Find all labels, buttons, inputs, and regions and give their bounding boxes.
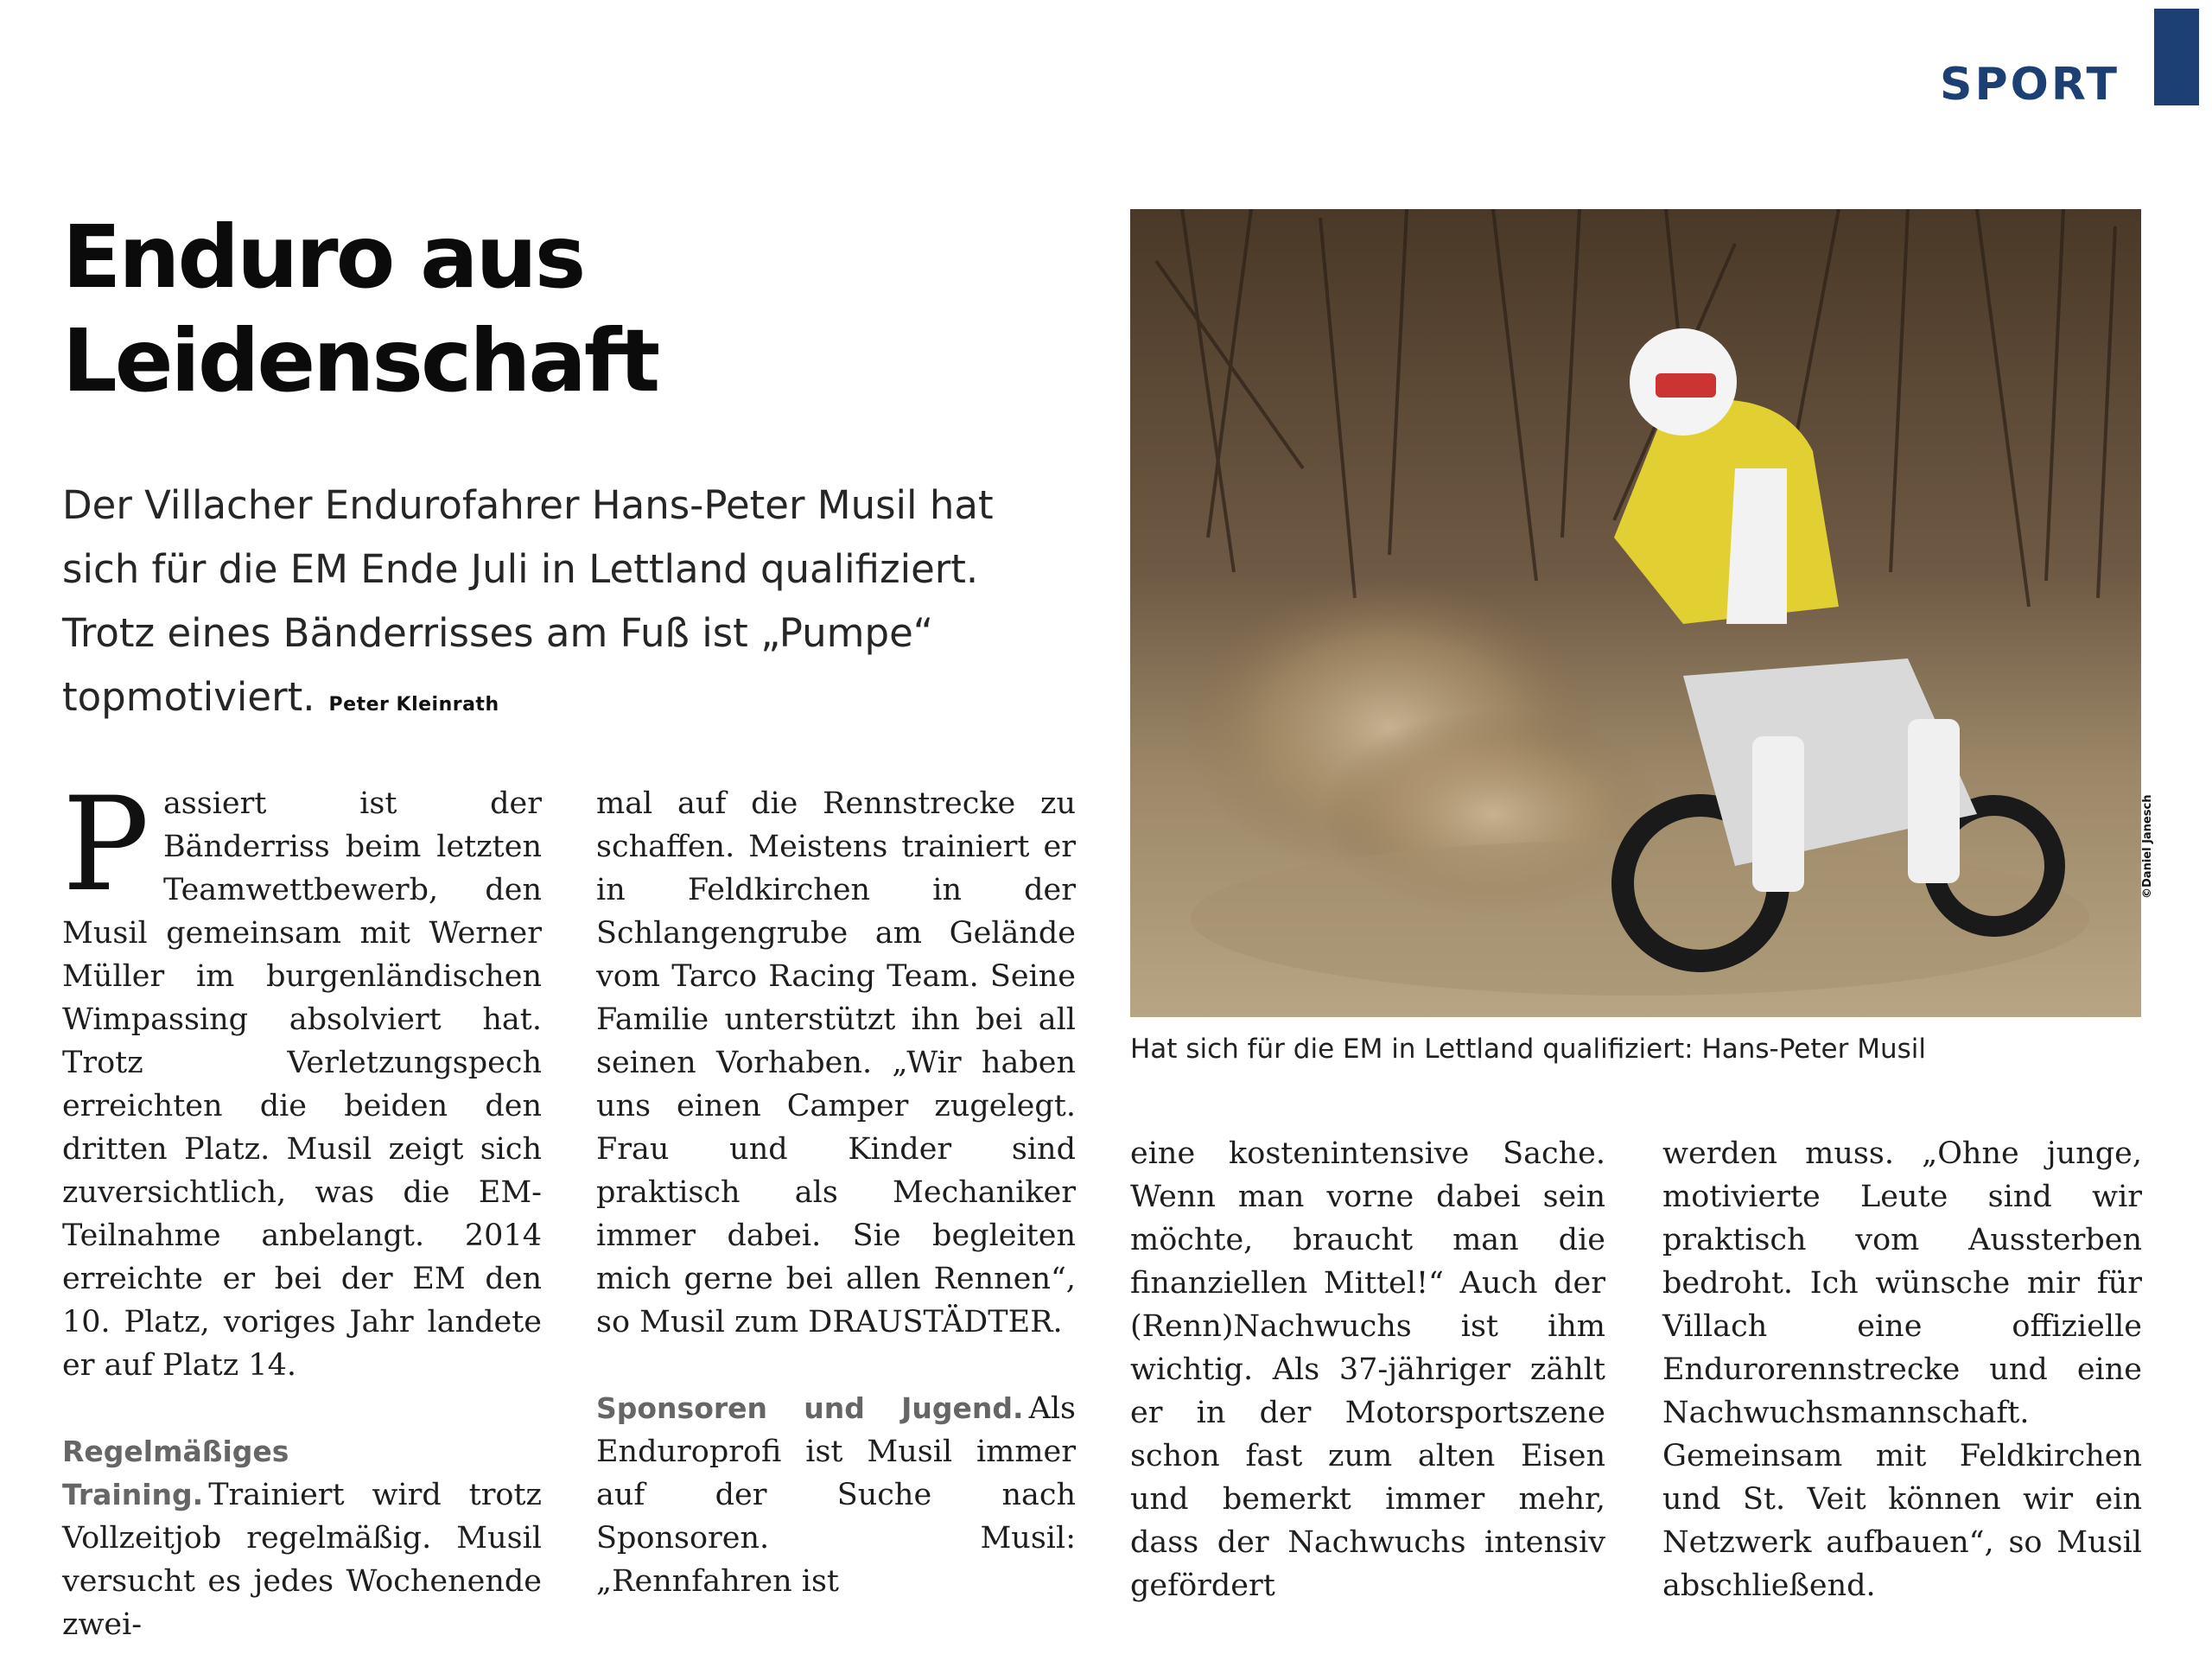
enduro-rider-photo <box>1130 209 2141 1017</box>
paragraph <box>596 782 1076 1344</box>
paragraph <box>62 1430 542 1646</box>
article-column-2 <box>596 782 1076 1603</box>
section-label: SPORT <box>1940 59 2120 111</box>
lead-paragraph <box>62 474 1056 737</box>
photo-illustration <box>1130 209 2141 1017</box>
subheading: Sponsoren und Jugend. <box>596 1391 1024 1425</box>
paragraph-text: Trainiert wird trotz Vollzeitjob regelmäßig. Musil versucht es jedes Wochenende zwei- <box>62 1478 542 1642</box>
photo-credit: ©Daniel Janesch <box>2141 794 2154 899</box>
paragraph-text: werden muss. „Ohne junge, motivierte Leute sind wir praktisch vom Aussterben bedroht. Ich wünsche mir für Villach eine offizielle Endurorennstrecke und eine Nachwuchsmannschaft. Gemeinsam mit Feldkirchen und St. Veit können wir ein Netzwerk aufbauen“, so Musil abschließend. <box>1662 1136 2142 1603</box>
paragraph <box>62 770 542 1387</box>
article-column-4 <box>1662 1132 2142 1607</box>
paragraph <box>1662 1132 2142 1607</box>
paragraph-text: eine kostenintensive Sache. Wenn man vorne dabei sein möchte, braucht man die finanziellen Mittel!“ Auch der (Renn)Nachwuchs ist ihm wichtig. Als 37-jähriger zählt er in der Motorsportszene schon fast zum alten Eisen und bemerkt immer mehr, dass der Nachwuchs intensiv gefördert <box>1130 1136 1605 1603</box>
lead-text: Der Villacher Endurofahrer Hans-Peter Musil hat sich für die EM Ende Juli in Lettland qualifiziert. Trotz eines Bänderrisses am Fuß ist „Pumpe“ topmotiviert. <box>62 482 994 720</box>
article-column-1 <box>62 770 542 1646</box>
paragraph <box>596 1387 1076 1603</box>
paragraph-text: assiert ist der Bänderriss beim letzten Teamwettbewerb, den Musil gemeinsam mit Werner Müller im burgenländischen Wimpassing absolviert hat. Trotz Verletzungspech erreichten die beiden den dritten Platz. Musil zeigt sich zuversichtlich, was die EM-Teilnahme anbelangt. 2014 erreichte er bei der EM den 10. Platz, voriges Jahr landete er auf Platz 14. <box>62 786 542 1383</box>
paragraph <box>1130 1132 1605 1607</box>
author-byline: Peter Kleinrath <box>328 694 499 716</box>
photo-caption: Hat sich für die EM in Lettland qualifiziert: Hans-Peter Musil <box>1130 1034 1926 1065</box>
drop-cap: P <box>62 770 149 920</box>
paragraph-text: mal auf die Rennstrecke zu schaffen. Meistens trainiert er in Feldkirchen in der Schlangengrube am Gelände vom Tarco Racing Team. Seine Familie unterstützt ihn bei all seinen Vorhaben. „Wir haben uns einen Camper zugelegt. Frau und Kinder sind praktisch als Mechaniker immer dabei. Sie begleiten mich gerne bei allen Rennen“, so Musil zum DRAUSTÄDTER. <box>596 786 1076 1339</box>
paragraph-text: Als Enduroprofi ist Musil immer auf der Suche nach Sponsoren. Musil: „Rennfahren ist <box>596 1391 1076 1599</box>
headline: Enduro aus Leidenschaft <box>62 207 658 411</box>
subheading: Regelmäßiges Training. <box>62 1435 289 1511</box>
article-column-3 <box>1130 1132 1605 1607</box>
section-color-bar <box>2154 9 2199 105</box>
